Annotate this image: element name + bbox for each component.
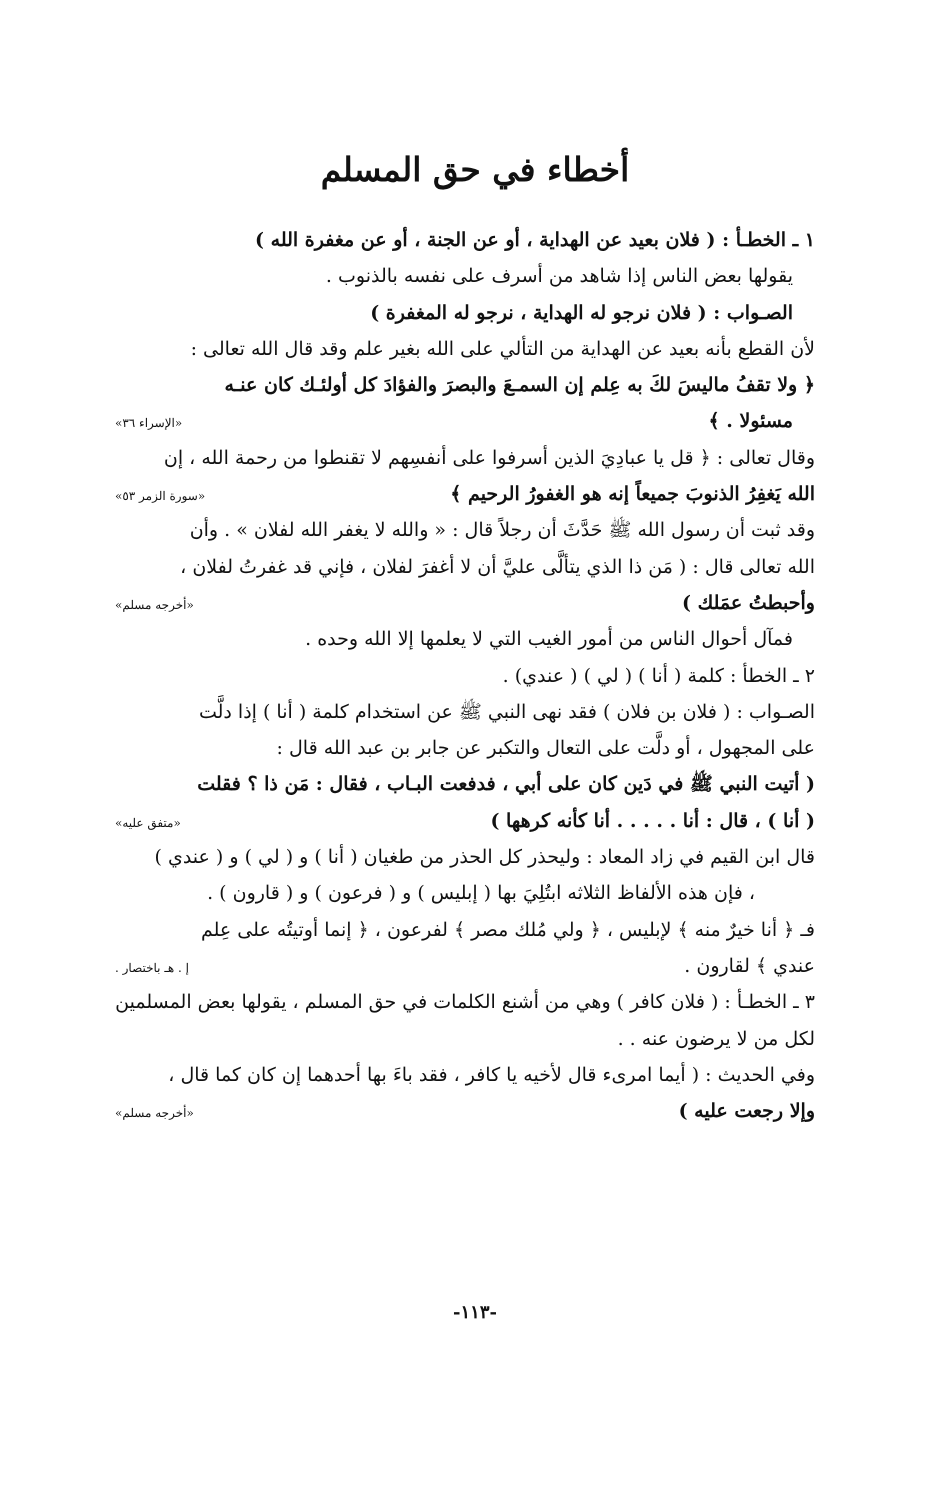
citation-ref: «أخرجه مسلم» — [115, 597, 194, 612]
text-line — [115, 440, 815, 476]
text-line — [115, 295, 815, 331]
citation-ref: «سورة الزمر ٥٣» — [115, 489, 206, 504]
line-text: وأحبطتُ عمَلك ) — [681, 591, 815, 614]
line-text: ﴿ ولا تقفُ ماليسَ لكَ به عِلم إن السمـعَ والبصرَ والفؤادَ كل أولئـك كان عنـه — [224, 374, 815, 397]
line-text: ٣ ـ الخطـأ : ( فلان كافر ) وهي من أشنع الكلمات في حق المسلم ، يقولها بعض المسلمين — [115, 991, 815, 1014]
text-line — [115, 875, 815, 911]
citation-ref: إ . هـ باختصار . — [115, 960, 189, 975]
page-body — [115, 222, 815, 1129]
line-text: وإلا رجعت عليه ) — [678, 1100, 815, 1123]
line-text: لأن القطع بأنه بعيد عن الهداية من التألي على الله بغير علم وقد قال الله تعالى : — [190, 337, 815, 360]
line-text: الله تعالى قال : ( مَن ذا الذي يتألَّى عليَّ أن لا أغفرَ لفلان ، فإني قد غفرتُ لفلان ، — [180, 555, 815, 578]
line-text: وقد ثبت أن رسول الله ﷺ حَدَّثَ أن رجلاً قال : « والله لا يغفر الله لفلان » . وأن — [189, 519, 815, 542]
line-text: الصـواب : ( فلان نرجو له الهداية ، نرجو له المغفرة ) — [370, 301, 793, 324]
line-text: ( أنا ) ، قال : أنا . . . . . أنا كأنه كرهها ) — [490, 809, 815, 832]
line-text: وفي الحديث : ( أيما امرىء قال لأخيه يا كافر ، فقد باءَ بها أحدهما إن كان كما قال ، — [168, 1063, 815, 1086]
text-line — [115, 512, 815, 548]
line-text: لكل من لا يرضون عنه . . — [617, 1027, 815, 1050]
text-line — [115, 476, 815, 512]
line-text: فـ ﴿ أنا خيرٌ منه ﴾ لإبليس ، ﴿ ولي مُلك مصر ﴾ لفرعون ، ﴿ إنما أوتيتُه على عِلم — [201, 918, 815, 941]
text-line — [115, 694, 815, 730]
line-text: ( أتيت النبي ﷺ في دَين كان على أبي ، فدفعت البـاب ، فقال : مَن ذا ؟ فقلت — [197, 773, 815, 796]
text-line — [115, 549, 815, 585]
line-text: الصـواب : ( فلان بن فلان ) فقد نهى النبي ﷺ عن استخدام كلمة ( أنا ) إذا دلَّت — [198, 700, 815, 723]
text-line — [115, 331, 815, 367]
line-text: مسئولا . ﴾ — [708, 410, 793, 433]
text-line — [115, 258, 815, 294]
line-text: الله يَغفِرُ الذنوبَ جميعاً إنه هو الغفورُ الرحيم ﴾ — [450, 483, 815, 506]
text-line — [115, 948, 815, 984]
text-line — [115, 984, 815, 1020]
citation-ref: «أخرجه مسلم» — [115, 1106, 194, 1121]
page-number: -١١٣- — [453, 1302, 497, 1323]
text-line — [115, 730, 815, 766]
text-line — [115, 839, 815, 875]
text-line — [115, 1093, 815, 1129]
line-text: وقال تعالى : ﴿ قل يا عبادِيَ الذين أسرفوا على أنفسِهم لا تقنطوا من رحمة الله ، إن — [163, 446, 815, 469]
citation-ref: «الإسراء ٣٦» — [115, 416, 183, 431]
line-text: فمآل أحوال الناس من أمور الغيب التي لا يعلمها إلا الله وحده . — [305, 628, 793, 651]
text-line — [115, 1021, 815, 1057]
text-line — [115, 403, 815, 439]
citation-ref: «متفق عليه» — [115, 815, 181, 830]
text-line — [115, 367, 815, 403]
text-line — [115, 222, 815, 258]
text-line — [115, 658, 815, 694]
line-text: ، فإن هذه الألفاظ الثلاثه ابتُلِيَ بها ( إبليس ) و ( فرعون ) و ( قارون ) . — [207, 882, 755, 905]
text-line — [115, 1057, 815, 1093]
line-text: ١ ـ الخطـأ : ( فلان بعيد عن الهداية ، أو عن الجنة ، أو عن مغفرة الله ) — [255, 229, 815, 251]
page-title: أخطاء في حق المسلم — [320, 150, 630, 189]
line-text: قال ابن القيم في زاد المعاد : وليحذر كل الحذر من طغيان ( أنا ) و ( لي ) و ( عندي ) — [154, 846, 815, 869]
text-line — [115, 912, 815, 948]
text-line — [115, 766, 815, 802]
text-line — [115, 585, 815, 621]
text-line — [115, 803, 815, 839]
line-text: على المجهول ، أو دلَّت على التعال والتكبر عن جابر بن عبد الله قال : — [276, 737, 815, 760]
line-text: ٢ ـ الخطأ : كلمة ( أنا ) ( لي ) ( عندي) . — [502, 664, 815, 687]
line-text: يقولها بعض الناس إذا شاهد من أسرف على نفسه بالذنوب . — [325, 265, 793, 288]
text-line — [115, 621, 815, 657]
line-text: عندي ﴾ لقارون . — [684, 954, 815, 977]
